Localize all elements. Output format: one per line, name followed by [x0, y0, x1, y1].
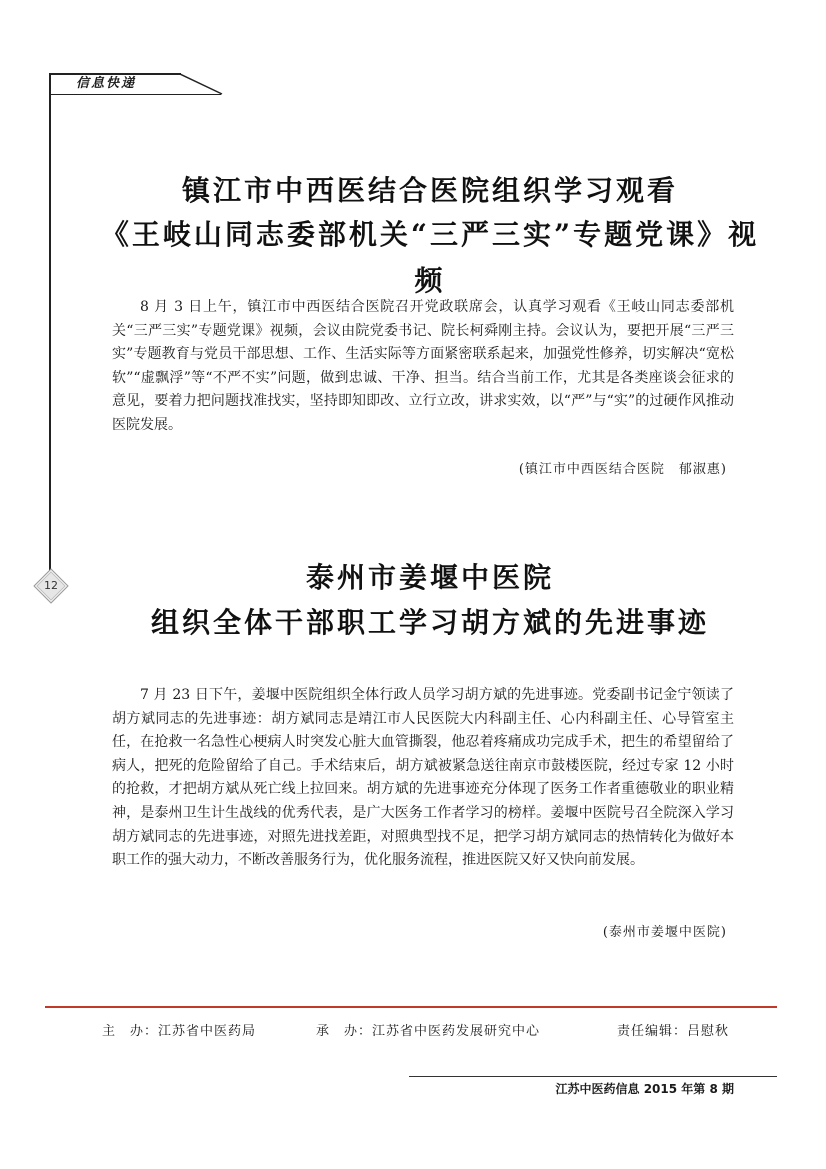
journal-issue: 江苏中医药信息 2015 年第 8 期: [555, 1082, 734, 1096]
article-1-source: (镇江市中西医结合医院 郁淑惠): [518, 462, 727, 477]
page-number: 12: [44, 579, 58, 592]
margin-rule: [49, 73, 51, 573]
article-2-title-line-2: 组织全体干部职工学习胡方斌的先进事迹: [150, 606, 709, 639]
footer-rule: [45, 1006, 777, 1008]
footer-host: 主 办：江苏省中医药局: [102, 1024, 257, 1039]
footer-editor: 责任编辑：吕慰秋: [617, 1024, 730, 1039]
article-1-title-line-1: 镇江市中西医结合医院组织学习观看: [181, 174, 678, 207]
journal-rule: [409, 1076, 777, 1077]
article-2-body: 7 月 23 日下午，姜堰中医院组织全体行政人员学习胡方斌的先进事迹。党委副书记金宁领读了胡方斌同志的先进事迹：胡方斌同志是靖江市人民医院大内科副主任、心内科副主任、心导管室主任，在抢救一名急性心梗病人时突发心脏大血管撕裂，他忍着疼痛成功完成手术，把生的希望留给了病人，把死的危险留给了自己。手术结束后，胡方斌被紧急送往南京市鼓楼医院，经过专家 12 小时的抢救，才把胡方斌从死亡线上拉回来。胡方斌的先进事迹充分体现了医务工作者重德敬业的职业精神，是泰州卫生计生战线的优秀代表，是广大医务工作者学习的榜样。姜堰中医院号召全院深入学习胡方斌同志的先进事迹，对照先进找差距，对照典型找不足，把学习胡方斌同志的热情转化为做好本职工作的强大动力，不断改善服务行为，优化服务流程，推进医院又好又快向前发展。: [112, 687, 734, 869]
section-label: 信息快递: [76, 76, 137, 91]
article-2-title-line-1: 泰州市姜堰中医院: [305, 561, 554, 594]
footer-organizer: 承 办：江苏省中医药发展研究中心: [316, 1024, 541, 1039]
section-tab-slant: [180, 73, 223, 95]
article-1-body: 8 月 3 日上午，镇江市中西医结合医院召开党政联席会，认真学习观看《王岐山同志委部机关“三严三实”专题党课》视频，会议由院党委书记、院长柯舜刚主持。会议认为，要把开展“三严三实”专题教育与党员干部思想、工作、生活实际等方面紧密联系起来，加强党性修养，切实解决“宽松软”“虚飘浮”等“不严不实”问题，做到忠诚、干净、担当。结合当前工作，尤其是各类座谈会征求的意见，要着力把问题找准找实，坚持即知即改、立行立改，讲求实效，以“严”与“实”的过硬作风推动医院发展。: [112, 299, 734, 433]
article-2-source: (泰州市姜堰中医院): [602, 925, 727, 940]
article-1-title-line-2: 《王岐山同志委部机关“三严三实”专题党课》视频: [100, 218, 760, 297]
